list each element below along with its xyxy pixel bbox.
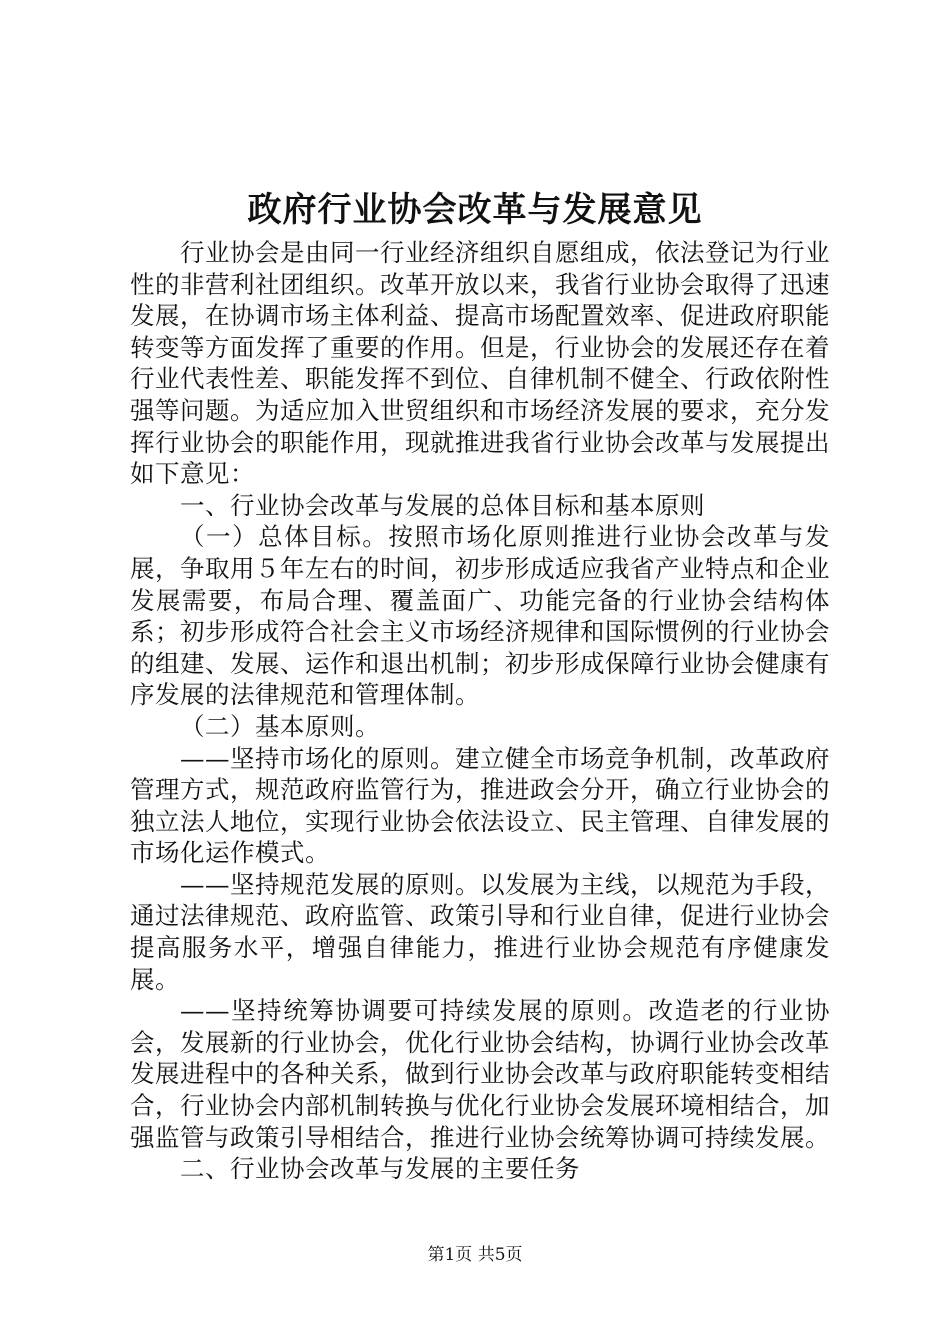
paragraph-principle-coordination: ——坚持统筹协调要可持续发展的原则。改造老的行业协会，发展新的行业协会，优化行业协会结构，协调行业协会改革发展进程中的各种关系，做到行业协会改革与政府职能转变相结合，行业协会内部机制转换与优化行业协会发展环境相结合，加强监管与政策引导相结合，推进行业协会统筹协调可持续发展。 <box>130 996 830 1152</box>
paragraph-intro: 行业协会是由同一行业经济组织自愿组成，依法登记为行业性的非营利社团组织。改革开放以来，我省行业协会取得了迅速发展，在协调市场主体利益、提高市场配置效率、促进政府职能转变等方面发挥了重要的作用。但是，行业协会的发展还存在着行业代表性差、职能发挥不到位、自律机制不健全、行政依附性强等问题。为适应加入世贸组织和市场经济发展的要求，充分发挥行业协会的职能作用，现就推进我省行业协会改革与发展提出如下意见： <box>130 238 830 489</box>
paragraph-overall-goal: （一）总体目标。按照市场化原则推进行业协会改革与发展，争取用５年左右的时间，初步形成适应我省产业特点和企业发展需要，布局合理、覆盖面广、功能完备的行业协会结构体系；初步形成符合社会主义市场经济规律和国际惯例的行业协会的组建、发展、运作和退出机制；初步形成保障行业协会健康有序发展的法律规范和管理体制。 <box>130 522 830 710</box>
subheading-basic-principles: （二）基本原则。 <box>180 711 380 741</box>
section-heading-1: 一、行业协会改革与发展的总体目标和基本原则 <box>180 490 705 520</box>
document-body <box>130 237 830 1185</box>
paragraph-principle-standard: ——坚持规范发展的原则。以发展为主线，以规范为手段，通过法律规范、政府监管、政策引导和行业自律，促进行业协会提高服务水平，增强自律能力，推进行业协会规范有序健康发展。 <box>130 869 830 994</box>
section-heading-2: 二、行业协会改革与发展的主要任务 <box>180 1154 580 1184</box>
paragraph-principle-market: ——坚持市场化的原则。建立健全市场竞争机制，改革政府管理方式，规范政府监管行为，推进政会分开，确立行业协会的独立法人地位，实现行业协会依法设立、民主管理、自律发展的市场化运作模式。 <box>130 743 830 868</box>
page-footer: 第1页 共5页 <box>427 1245 523 1265</box>
document-title: 政府行业协会改革与发展意见 <box>247 190 703 230</box>
